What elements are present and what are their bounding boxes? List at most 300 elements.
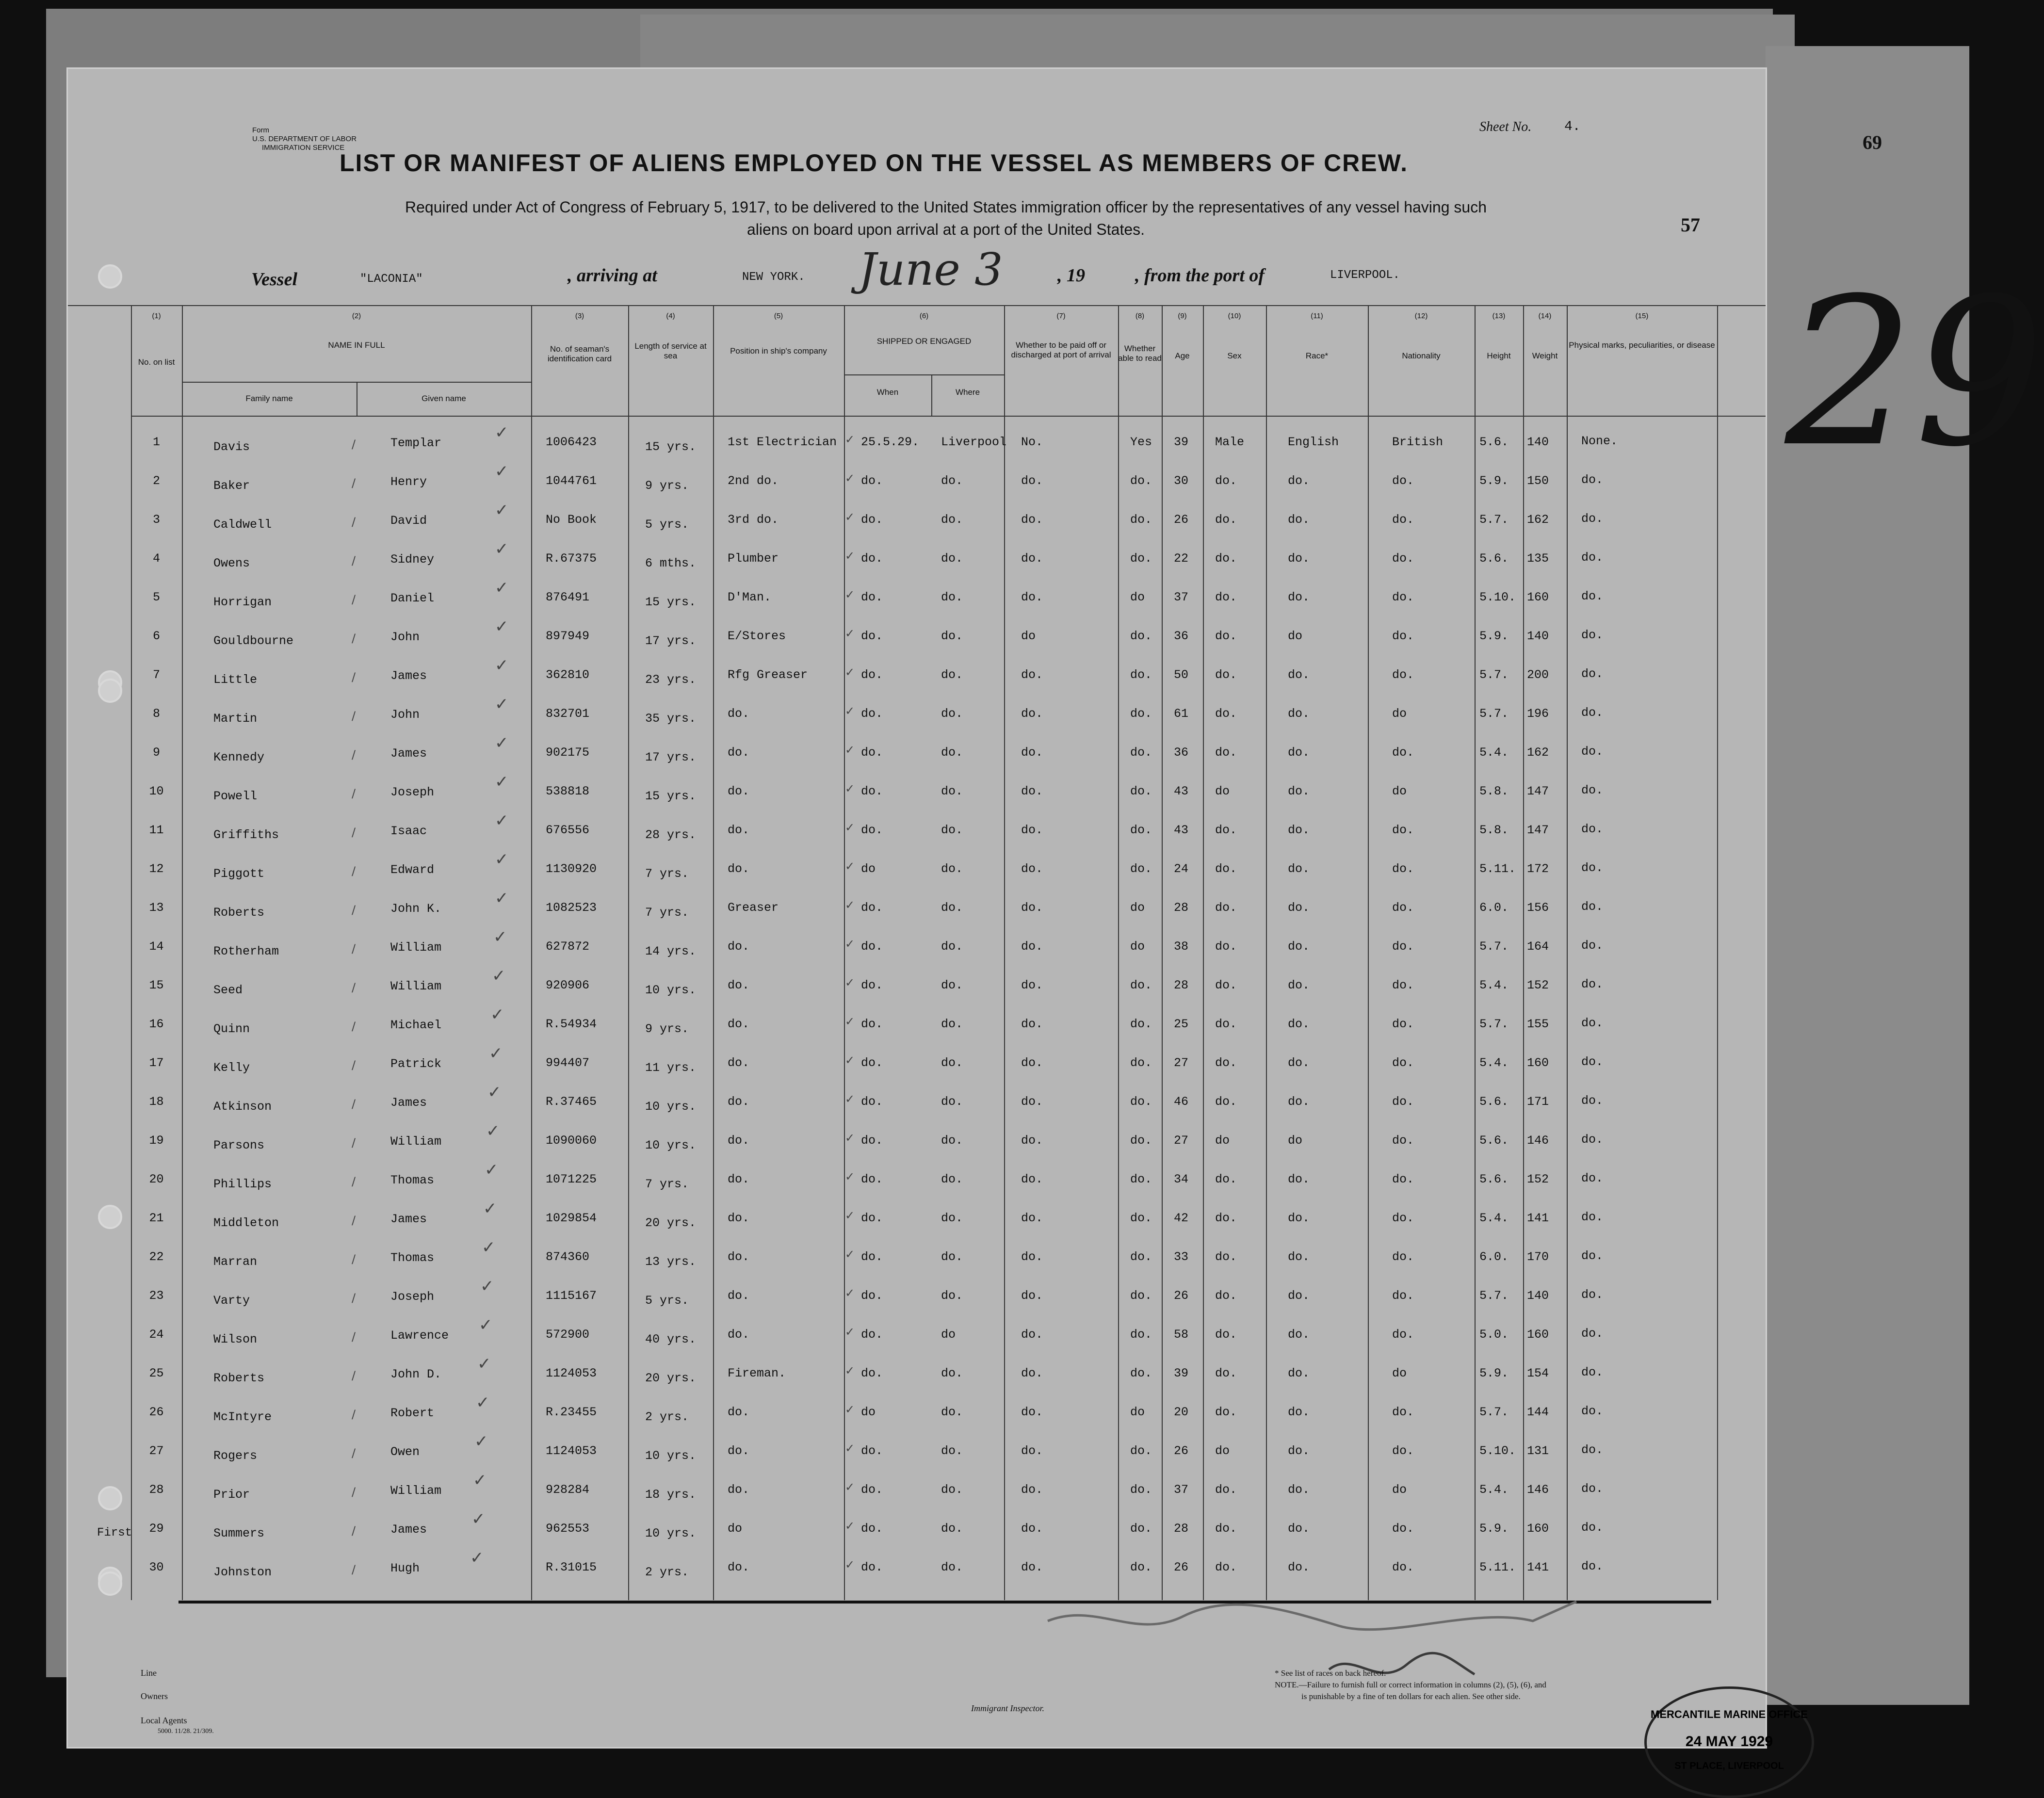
cell-nationality: do. [1392,1134,1414,1148]
checkmark-icon: ✓ [495,889,509,908]
cell-height: 5.4. [1479,745,1509,760]
cell-read: do. [1130,1095,1152,1109]
cell-position: do. [728,1444,750,1458]
cell-marks: do. [1581,1365,1604,1379]
tick-mark-icon: ✓ [845,821,855,834]
tick-mark-icon: ✓ [845,1209,855,1222]
cell-service: 35 yrs. [645,712,697,726]
cell-weight: 147 [1527,784,1549,798]
cell-paid: do. [1021,1560,1043,1574]
cell-when: do. [861,1250,883,1264]
arrival-date-handwritten: June 3 [859,243,1003,295]
cell-marks: do. [1581,1288,1604,1302]
cell-weight: 141 [1527,1560,1549,1574]
tick-mark-icon: ✓ [845,1170,855,1183]
cell-nationality: do. [1392,1289,1414,1303]
sheet-label: Sheet No. [1479,119,1532,134]
cell-card: 1130920 [546,862,597,876]
cell-position: Rfg Greaser [728,668,808,682]
cell-when: do. [861,513,883,527]
cell-when: do. [861,823,883,837]
cell-card: 572900 [546,1328,590,1342]
cell-when: do. [861,1211,883,1225]
cell-card: 627872 [546,939,590,954]
cell-where: do. [941,745,963,760]
cell-given: Sidney [390,552,435,567]
column-rule [1567,305,1568,1600]
cell-no: 16 [149,1017,164,1031]
cell-read: do. [1130,707,1152,721]
cell-weight: 146 [1527,1483,1549,1497]
cell-position: do. [728,784,750,798]
cell-no: 8 [152,707,160,721]
cell-race: do. [1288,978,1310,992]
arriving-port: NEW YORK. [742,271,805,284]
form-label: Form [252,126,269,134]
cell-family: McIntyre [213,1410,272,1424]
cell-paid: do. [1021,901,1043,915]
cell-where: do. [941,823,963,837]
cell-sex: do. [1215,629,1237,643]
cell-position: do. [728,978,750,992]
cell-paid: do. [1021,1444,1043,1458]
cell-nationality: do. [1392,901,1414,915]
cell-sex: do. [1215,1366,1237,1380]
cell-when: do. [861,1560,883,1574]
cell-height: 5.9. [1479,629,1509,643]
cell-race: English [1288,435,1339,449]
cell-card: 1044761 [546,474,597,488]
cell-given: William [390,1484,442,1498]
cell-sex: do. [1215,1328,1237,1342]
cell-marks: do. [1581,939,1604,953]
cell-given: Owen [390,1445,420,1459]
cell-when: do. [861,1366,883,1380]
slash-mark-icon: / [352,1485,356,1499]
cell-height: 5.7. [1479,707,1509,721]
cell-nationality: do. [1392,1444,1414,1458]
cell-height: 6.0. [1479,901,1509,915]
cell-read: do. [1130,1328,1152,1342]
cell-card: 1124053 [546,1366,597,1380]
cell-age: 37 [1174,1483,1189,1497]
cell-weight: 160 [1527,1328,1549,1342]
header-shipped-engaged: SHIPPED OR ENGAGED [876,337,972,346]
cell-nationality: do. [1392,978,1414,992]
cell-race: do. [1288,1366,1310,1380]
cell-where: do. [941,1444,963,1458]
cell-no: 19 [149,1134,164,1148]
cell-where: Liverpool [941,435,1007,449]
form-code: 5000. 11/28. 21/309. [158,1728,214,1735]
cell-family: Gouldbourne [213,634,294,648]
checkmark-icon: ✓ [490,1005,504,1024]
cell-marks: do. [1581,473,1604,487]
cell-marks: do. [1581,706,1604,720]
cell-where: do. [941,1483,963,1497]
cell-given: Lawrence [390,1328,449,1343]
cell-marks: do. [1581,1249,1604,1263]
cell-height: 5.7. [1479,513,1509,527]
cell-age: 38 [1174,939,1189,954]
cell-position: do. [728,823,750,837]
department-label: U.S. DEPARTMENT OF LABOR [252,135,357,143]
cell-when: do. [861,939,883,954]
cell-sex: do. [1215,978,1237,992]
cell-race: do. [1288,551,1310,566]
cell-family: Piggott [213,867,265,881]
cell-when: do [861,862,876,876]
cell-position: 3rd do. [728,513,779,527]
cell-family: Kennedy [213,750,265,764]
cell-weight: 156 [1527,901,1549,915]
cell-read: do. [1130,1444,1152,1458]
cell-family: Atkinson [213,1100,272,1114]
cell-paid: No. [1021,435,1043,449]
cell-when: do. [861,629,883,643]
cell-read: do. [1130,474,1152,488]
cell-race: do. [1288,668,1310,682]
cell-card: 362810 [546,668,590,682]
cell-nationality: do. [1392,823,1414,837]
cell-when: do. [861,1444,883,1458]
cell-paid: do. [1021,707,1043,721]
checkmark-icon: ✓ [493,927,507,947]
cell-no: 27 [149,1444,164,1458]
margin-number-top-right: 69 [1863,131,1882,153]
cell-age: 46 [1174,1095,1189,1109]
cell-age: 26 [1174,513,1189,527]
cell-no: 12 [149,862,164,876]
slash-mark-icon: / [352,632,356,645]
cell-read: do. [1130,513,1152,527]
cell-marks: do. [1581,1482,1604,1496]
cell-service: 18 yrs. [645,1488,697,1502]
cell-where: do. [941,1056,963,1070]
cell-paid: do. [1021,1095,1043,1109]
cell-card: 920906 [546,978,590,992]
cell-family: Wilson [213,1332,258,1346]
cell-where: do. [941,668,963,682]
tick-mark-icon: ✓ [845,1325,855,1339]
cell-card: R.67375 [546,551,597,566]
checkmark-icon: ✓ [495,733,509,753]
cell-age: 30 [1174,474,1189,488]
cell-weight: 160 [1527,1522,1549,1536]
cell-where: do [941,1328,956,1342]
column-rule [1203,305,1204,1600]
cell-service: 15 yrs. [645,595,697,609]
cell-race: do. [1288,707,1310,721]
cell-weight: 140 [1527,1289,1549,1303]
cell-given: John D. [390,1367,442,1381]
cell-card: 1029854 [546,1211,597,1225]
cell-nationality: do. [1392,745,1414,760]
cell-service: 23 yrs. [645,673,697,687]
column-number: (1) [152,312,161,320]
cell-read: do. [1130,1017,1152,1031]
column-rule [713,305,714,1600]
cell-given: James [390,1212,427,1226]
cell-weight: 200 [1527,668,1549,682]
cell-marks: do. [1581,1094,1604,1108]
cell-age: 34 [1174,1172,1189,1186]
cell-race: do. [1288,1095,1310,1109]
vessel-name: "LACONIA" [360,273,423,286]
cell-weight: 172 [1527,862,1549,876]
cell-family: Davis [213,440,250,454]
cell-no: 15 [149,978,164,992]
cell-paid: do. [1021,1134,1043,1148]
cell-read: do. [1130,978,1152,992]
slash-mark-icon: / [352,1408,356,1421]
cell-position: do [728,1522,743,1536]
note-line-2: is punishable by a fine of ten dollars for each alien. See other side. [1301,1692,1521,1701]
cell-card: R.37465 [546,1095,597,1109]
cell-marks: do. [1581,745,1604,759]
cell-weight: 140 [1527,435,1549,449]
cell-weight: 164 [1527,939,1549,954]
cell-given: Joseph [390,785,435,799]
cell-paid: do. [1021,590,1043,604]
slash-mark-icon: / [352,515,356,529]
cell-sex: do. [1215,551,1237,566]
cell-sex: do. [1215,668,1237,682]
cell-family: Kelly [213,1061,250,1075]
cell-age: 28 [1174,901,1189,915]
cell-sex: do. [1215,1289,1237,1303]
tick-mark-icon: ✓ [845,898,855,912]
cell-race: do. [1288,1056,1310,1070]
cell-when: do [861,1405,876,1419]
cell-weight: 150 [1527,474,1549,488]
cell-service: 9 yrs. [645,1022,689,1036]
cell-race: do. [1288,1250,1310,1264]
stamp-bottom-text: ST PLACE, LIVERPOOL [1674,1761,1784,1771]
cell-age: 39 [1174,1366,1189,1380]
cell-nationality: do. [1392,1095,1414,1109]
cell-card: 1006423 [546,435,597,449]
cell-read: do. [1130,1134,1152,1148]
cell-when: do. [861,784,883,798]
checkmark-icon: ✓ [495,811,509,830]
cell-height: 5.7. [1479,668,1509,682]
cell-card: R.31015 [546,1560,597,1574]
cell-age: 36 [1174,629,1189,643]
checkmark-icon: ✓ [489,1044,503,1063]
cell-no: 6 [152,629,160,643]
cell-sex: do. [1215,1095,1237,1109]
cell-height: 5.9. [1479,1366,1509,1380]
cell-when: do. [861,1095,883,1109]
cell-age: 25 [1174,1017,1189,1031]
cell-family: Seed [213,983,243,997]
cell-paid: do. [1021,1211,1043,1225]
cell-read: do. [1130,1211,1152,1225]
cell-family: Quinn [213,1022,250,1036]
cell-service: 28 yrs. [645,828,697,842]
cell-race: do [1288,1134,1303,1148]
cell-service: 20 yrs. [645,1371,697,1385]
table-top-rule [68,305,1766,306]
cell-position: do. [728,707,750,721]
punch-hole [98,1486,122,1510]
checkmark-icon: ✓ [479,1315,493,1335]
column-rule [628,305,629,1600]
checkmark-icon: ✓ [482,1238,496,1257]
cell-height: 5.6. [1479,1134,1509,1148]
cell-race: do. [1288,1172,1310,1186]
cell-card: 1124053 [546,1444,597,1458]
cell-card: 676556 [546,823,590,837]
cell-family: Caldwell [213,518,272,532]
stamp-top-text: MERCANTILE MARINE OFFICE [1651,1708,1808,1720]
slash-mark-icon: / [352,942,356,956]
cell-no: 11 [149,823,164,837]
cell-age: 28 [1174,1522,1189,1536]
punch-hole [98,1205,122,1229]
cell-position: do. [728,1211,750,1225]
cell-service: 20 yrs. [645,1216,697,1230]
cell-sex: do. [1215,901,1237,915]
cell-service: 10 yrs. [645,1449,697,1463]
slash-mark-icon: / [352,748,356,761]
cell-sex: do. [1215,745,1237,760]
cell-where: do. [941,513,963,527]
cell-nationality: do. [1392,1056,1414,1070]
cell-when: do. [861,668,883,682]
cell-when: 25.5.29. [861,435,920,449]
tick-mark-icon: ✓ [845,1403,855,1416]
cell-read: do. [1130,1289,1152,1303]
header-no-on-list: No. on list [138,357,175,367]
checkmark-icon: ✓ [477,1354,491,1374]
cell-no: 29 [149,1522,164,1536]
cell-when: do. [861,1172,883,1186]
cell-given: John [390,630,420,644]
cell-sex: do. [1215,823,1237,837]
column-number: (4) [666,312,675,320]
cell-service: 15 yrs. [645,789,697,803]
cell-read: do. [1130,745,1152,760]
line-label: Line [141,1668,157,1678]
cell-given: James [390,1096,427,1110]
cell-nationality: do. [1392,668,1414,682]
slash-mark-icon: / [352,1058,356,1072]
cell-height: 5.4. [1479,1056,1509,1070]
tick-mark-icon: ✓ [845,627,855,640]
cell-marks: do. [1581,667,1604,681]
cell-given: Thomas [390,1173,435,1187]
slash-mark-icon: / [352,437,356,451]
cell-service: 6 mths. [645,556,697,570]
slash-mark-icon: / [352,554,356,567]
cell-read: do. [1130,1366,1152,1380]
cell-height: 5.6. [1479,1172,1509,1186]
cell-where: do. [941,707,963,721]
cell-nationality: do. [1392,939,1414,954]
cell-sex: do. [1215,1211,1237,1225]
checkmark-icon: ✓ [495,578,509,598]
cell-position: do. [728,1405,750,1419]
punch-hole [98,679,122,703]
cell-age: 20 [1174,1405,1189,1419]
cell-weight: 146 [1527,1134,1549,1148]
cell-sex: do. [1215,707,1237,721]
checkmark-icon: ✓ [485,1160,499,1180]
cell-marks: do. [1581,861,1604,875]
cell-marks: do. [1581,900,1604,914]
cell-read: do [1130,901,1145,915]
cell-family: Owens [213,556,250,570]
cell-nationality: do. [1392,1560,1414,1574]
cell-weight: 152 [1527,1172,1549,1186]
cell-nationality: British [1392,435,1444,449]
first-note: First [97,1526,132,1539]
cell-weight: 160 [1527,1056,1549,1070]
cell-sex: do. [1215,1560,1237,1574]
cell-sex: do. [1215,1017,1237,1031]
cell-where: do. [941,901,963,915]
cell-where: do. [941,1405,963,1419]
cell-no: 2 [152,474,160,488]
column-rule [1162,305,1163,1600]
checkmark-icon: ✓ [495,462,509,481]
year-label: , 19 [1057,265,1085,286]
cell-marks: do. [1581,1016,1604,1030]
cell-weight: 160 [1527,590,1549,604]
cell-read: do. [1130,862,1152,876]
column-number: (9) [1178,312,1187,320]
cell-age: 27 [1174,1056,1189,1070]
cell-read: do [1130,939,1145,954]
cell-race: do. [1288,784,1310,798]
cell-when: do. [861,551,883,566]
checkmark-icon: ✓ [495,423,509,442]
cell-height: 6.0. [1479,1250,1509,1264]
cell-age: 42 [1174,1211,1189,1225]
tick-mark-icon: ✓ [845,976,855,989]
checkmark-icon: ✓ [495,695,509,714]
cell-card: 1115167 [546,1289,597,1303]
cell-no: 4 [152,551,160,566]
cell-marks: None. [1581,434,1618,448]
cell-service: 40 yrs. [645,1332,697,1346]
cell-service: 14 yrs. [645,944,697,958]
cell-height: 5.4. [1479,1211,1509,1225]
cell-nationality: do. [1392,474,1414,488]
cell-family: Powell [213,789,258,803]
checkmark-icon: ✓ [492,966,506,986]
checkmark-icon: ✓ [480,1277,494,1296]
cell-card: 962553 [546,1522,590,1536]
cell-no: 22 [149,1250,164,1264]
header-bottom-rule [131,416,1766,417]
cell-race: do. [1288,862,1310,876]
cell-service: 9 yrs. [645,479,689,493]
header-physical-marks: Physical marks, peculiarities, or disease [1569,340,1715,350]
cell-given: Thomas [390,1251,435,1265]
cell-given: Hugh [390,1561,420,1575]
cell-sex: do. [1215,939,1237,954]
cell-age: 28 [1174,978,1189,992]
from-port: LIVERPOOL. [1330,269,1400,282]
cell-family: Marran [213,1255,258,1269]
cell-marks: do. [1581,783,1604,797]
cell-given: Joseph [390,1290,435,1304]
column-number: (2) [352,312,361,320]
cell-family: Roberts [213,906,265,920]
